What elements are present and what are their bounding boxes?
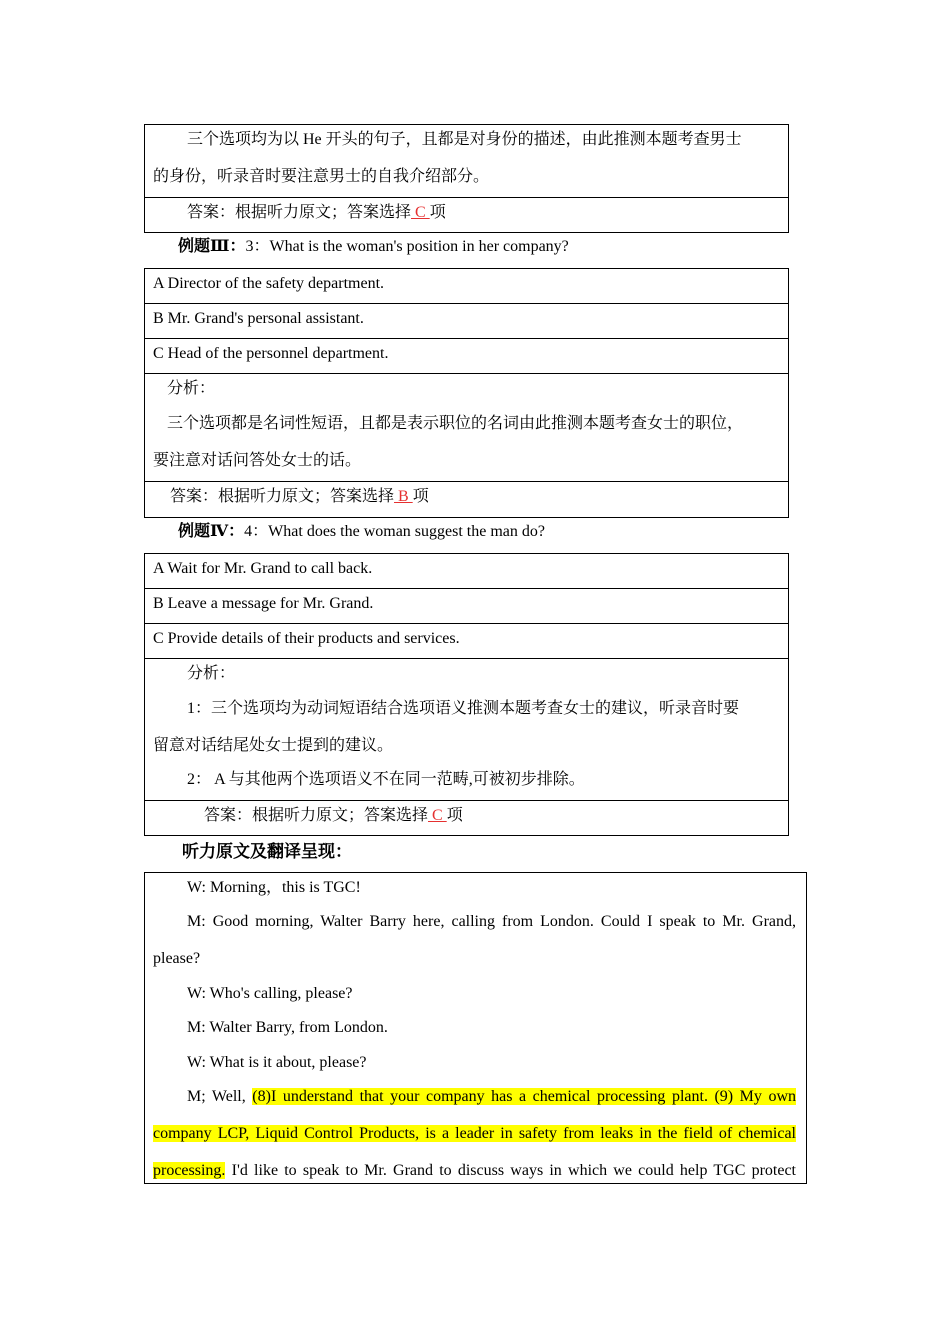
question-label: 例题Ⅳ：	[178, 523, 245, 540]
question-text: 3：What is the woman's position in her company?	[245, 238, 569, 255]
answer-prefix: 答案：根据听力原文；答案选择	[187, 204, 412, 221]
option-row	[145, 624, 788, 659]
transcript-line	[153, 1124, 796, 1144]
analysis-row	[145, 659, 788, 801]
transcript-line: please?	[153, 950, 201, 967]
analysis-line: 1：三个选项均为动词短语结合选项语义推测本题考查女士的建议，听录音时要	[187, 700, 740, 717]
transcript-line: W: Morning，this is TGC!	[187, 879, 361, 896]
analysis-title: 分析：	[187, 665, 236, 682]
transcript-line	[153, 1161, 796, 1181]
transcript-box	[144, 872, 807, 1184]
question-label: 例题Ⅲ：	[178, 238, 246, 255]
option-row	[145, 304, 788, 339]
answer-suffix: 项	[412, 488, 429, 505]
option-c: C Provide details of their products and services.	[153, 630, 460, 647]
answer-prefix: 答案：根据听力原文；答案选择	[204, 807, 429, 824]
answer-suffix: 项	[429, 204, 446, 221]
transcript-speaker: M; Well,	[187, 1088, 253, 1105]
answer-row	[145, 198, 788, 233]
highlighted-text: company LCP, Liquid Control Products, is a leader in safety from leaks in the field of chemical	[153, 1125, 796, 1142]
transcript-text: I'd like to speak to Mr. Grand to discuss ways in which we could help TGC protect	[225, 1162, 796, 1179]
question-box-4	[144, 553, 789, 836]
analysis-line: 要注意对话问答处女士的话。	[153, 452, 362, 469]
option-b: B Leave a message for Mr. Grand.	[153, 595, 374, 612]
answer-row	[145, 482, 788, 517]
analysis-line: 2： A 与其他两个选项语义不在同一范畴,可被初步排除。	[187, 771, 585, 788]
highlighted-text: (8)I understand that your company has a chemical processing plant. (9) My own	[252, 1088, 797, 1105]
option-a: A Director of the safety department.	[153, 275, 385, 292]
option-row	[145, 589, 788, 624]
option-a: A Wait for Mr. Grand to call back.	[153, 560, 373, 577]
option-c: C Head of the personnel department.	[153, 345, 389, 362]
transcript-line: M: Walter Barry, from London.	[187, 1019, 388, 1036]
analysis-line: 三个选项都是名词性短语，且都是表示职位的名词由此推测本题考查女士的职位，	[167, 415, 744, 432]
transcript-line	[187, 1087, 796, 1107]
answer-text	[170, 487, 429, 507]
question-text: 4：What does the woman suggest the man do?	[244, 523, 545, 540]
transcript-line: W: Who's calling, please?	[187, 985, 353, 1002]
transcript-line: M: Good morning, Walter Barry here, calling from London. Could I speak to Mr. Grand,	[187, 913, 796, 930]
highlighted-text: processing.	[153, 1162, 226, 1179]
question-heading-3	[178, 236, 569, 258]
answer-letter: B	[394, 488, 413, 505]
analysis-line: 的身份，听录音时要注意男士的自我介绍部分。	[153, 168, 490, 185]
answer-suffix: 项	[446, 807, 463, 824]
analysis-line: 留意对话结尾处女士提到的建议。	[153, 737, 394, 754]
option-b: B Mr. Grand's personal assistant.	[153, 310, 364, 327]
answer-text	[187, 203, 446, 223]
answer-prefix: 答案：根据听力原文；答案选择	[170, 488, 395, 505]
analysis-row	[145, 374, 788, 482]
answer-row	[145, 801, 788, 836]
question-heading-4	[178, 521, 545, 543]
analysis-title: 分析：	[167, 380, 216, 397]
option-row	[145, 339, 788, 374]
analysis-line: 三个选项均为以 He 开头的句子，且都是对身份的描述，由此推测本题考查男士	[187, 131, 742, 148]
transcript-line: W: What is it about, please?	[187, 1054, 367, 1071]
option-row	[145, 554, 788, 589]
answer-text	[204, 806, 463, 826]
transcript-heading: 听力原文及翻译呈现：	[182, 842, 352, 861]
option-row	[145, 269, 788, 304]
answer-letter: C	[411, 204, 430, 221]
answer-letter: C	[428, 807, 447, 824]
analysis-box-q2	[144, 124, 789, 233]
analysis-row	[145, 125, 788, 198]
question-box-3	[144, 268, 789, 518]
